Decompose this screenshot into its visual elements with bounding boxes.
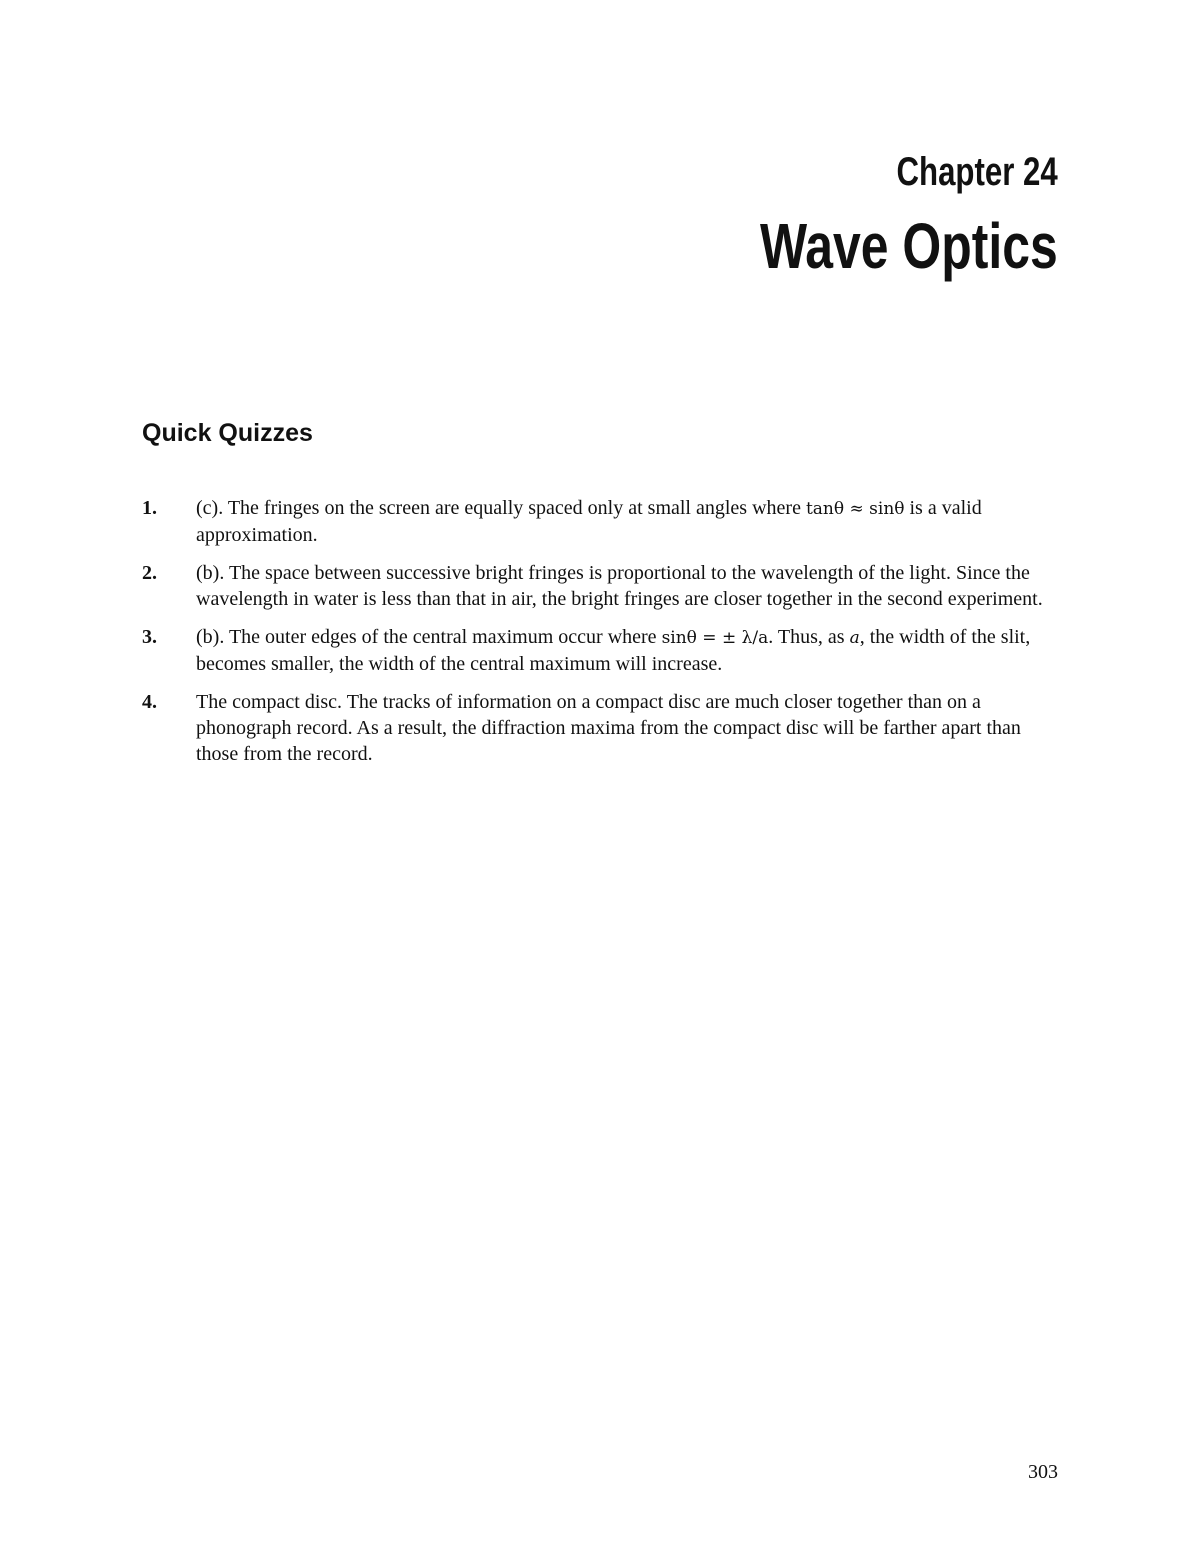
answer-text: . Thus, as bbox=[768, 626, 850, 648]
equation: sinθ = ± λ/a bbox=[661, 628, 769, 648]
answer-text: (c). The fringes on the screen are equally spaced only at small angles where bbox=[196, 497, 806, 519]
answer-text: is a valid approximation. bbox=[196, 497, 982, 546]
answer-text: (b). The outer edges of the central maximum occur where bbox=[196, 626, 662, 648]
quiz-item-4 bbox=[142, 689, 1060, 767]
chapter-title: Wave Optics bbox=[760, 210, 1058, 282]
section-heading: Quick Quizzes bbox=[142, 419, 313, 447]
quiz-number: 3. bbox=[142, 626, 157, 648]
quiz-list bbox=[142, 495, 1060, 779]
quiz-number: 4. bbox=[142, 691, 157, 713]
equation: tanθ ≈ sinθ bbox=[805, 499, 905, 519]
quiz-number: 1. bbox=[142, 497, 157, 519]
quiz-item-1 bbox=[142, 495, 1060, 548]
quiz-answer bbox=[196, 624, 1060, 677]
quiz-answer: (b). The space between successive bright fringes is proportional to the wavelength of the light. Since the wavelength in water is less than that in air, the bright fringes are closer together in the second experiment. bbox=[196, 562, 1043, 610]
chapter-label: Chapter 24 bbox=[896, 150, 1058, 194]
quiz-item-3 bbox=[142, 624, 1060, 677]
page-number: 303 bbox=[1028, 1461, 1058, 1483]
quiz-answer: The compact disc. The tracks of information on a compact disc are much closer together than on a phonograph record. As a result, the diffraction maxima from the compact disc will be farther apart than those from the record. bbox=[196, 691, 1021, 765]
quiz-number: 2. bbox=[142, 562, 157, 584]
quiz-answer bbox=[196, 495, 1060, 548]
answer-text: , the width of the slit, becomes smaller, the width of the central maximum will increase. bbox=[196, 626, 1031, 675]
quiz-item-2 bbox=[142, 560, 1060, 612]
variable: a bbox=[849, 628, 860, 648]
